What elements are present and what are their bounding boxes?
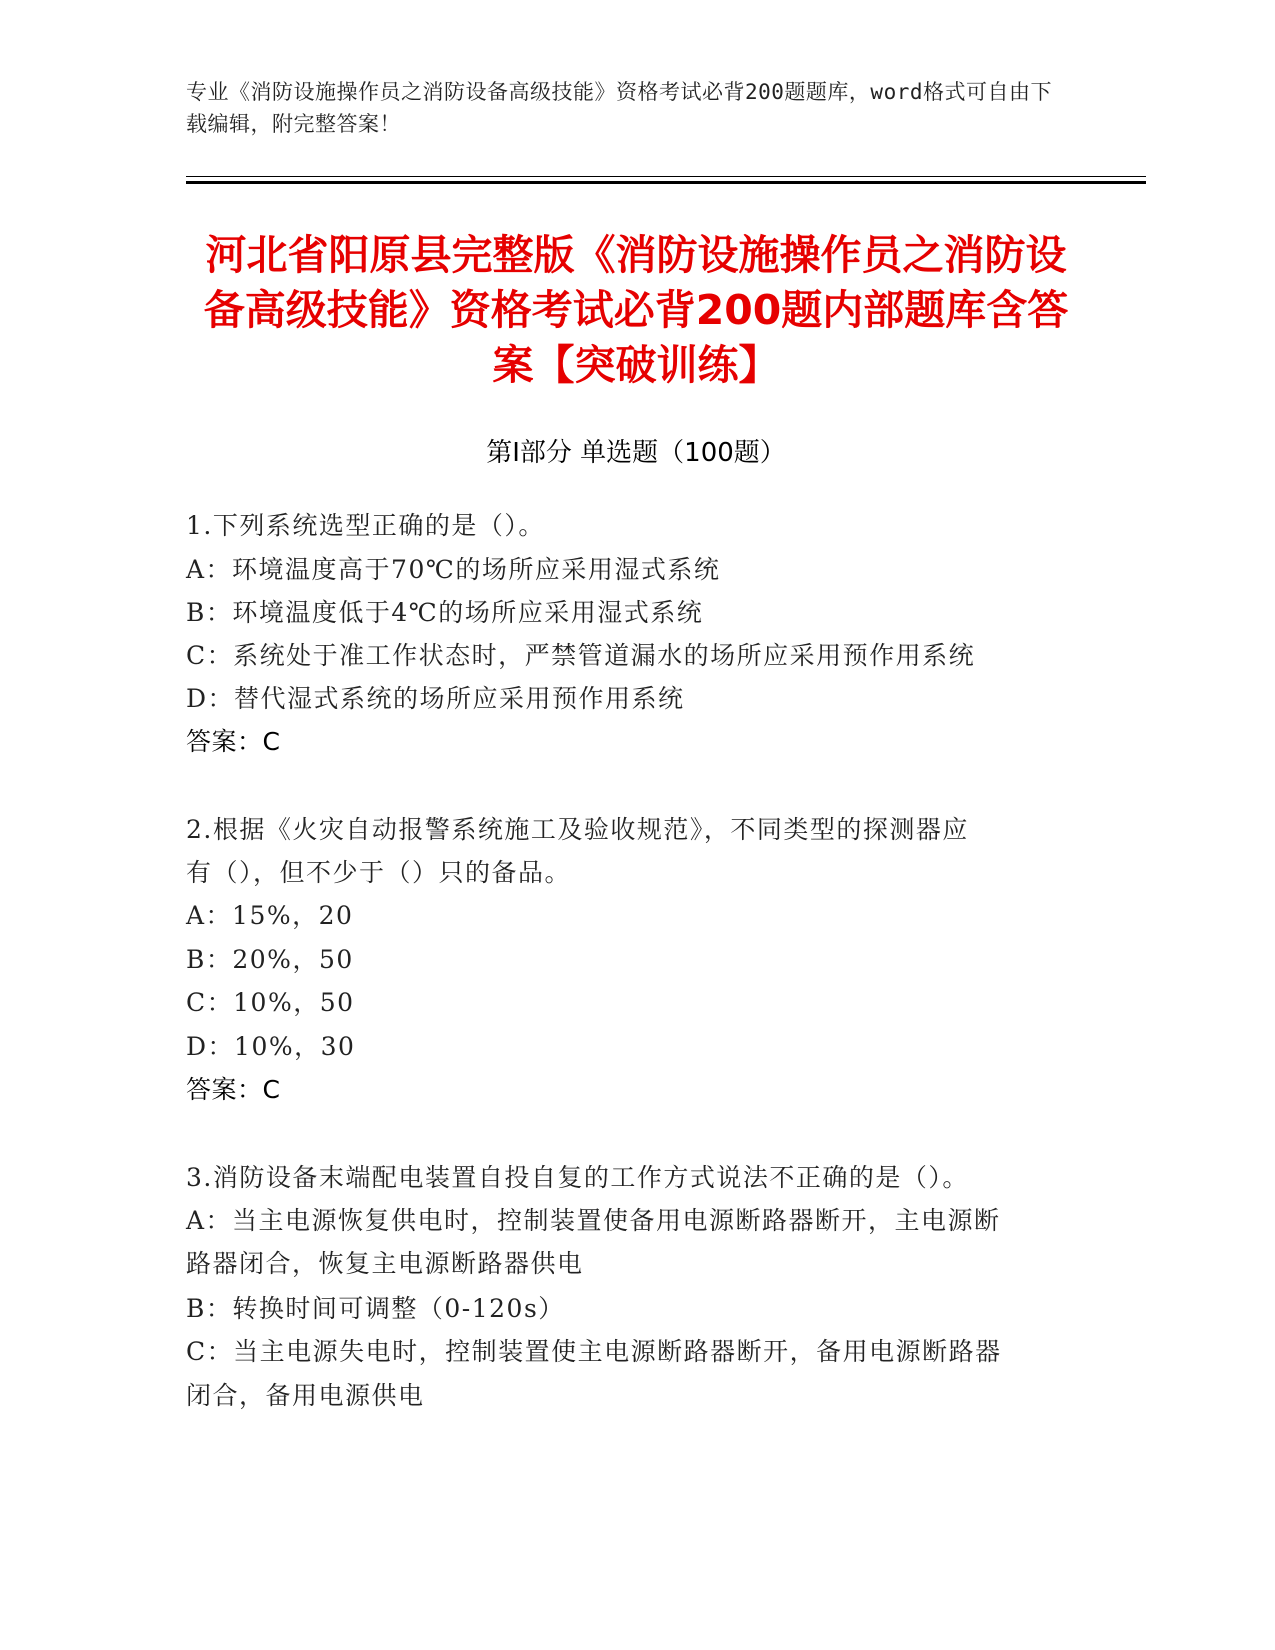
option-b: B：转换时间可调整（0-120s） — [186, 1294, 565, 1323]
header-note: 专业《消防设施操作员之消防设备高级技能》资格考试必背200题题库，word格式可自由下载编辑，附完整答案！ — [186, 80, 1052, 136]
option-a-line-2: 路器闭合，恢复主电源断路器供电 — [186, 1249, 584, 1278]
option-d: D：替代湿式系统的场所应采用预作用系统 — [186, 684, 685, 713]
header-divider-thick — [186, 181, 1146, 184]
option-c-line-2: 闭合，备用电源供电 — [186, 1381, 425, 1410]
question-stem: 3.消防设备末端配电装置自投自复的工作方式说法不正确的是（）。 — [186, 1163, 969, 1192]
document-title: 河北省阳原县完整版《消防设施操作员之消防设备高级技能》资格考试必背200题内部题库含答案【突破训练】 — [203, 231, 1069, 389]
answer: 答案：C — [186, 1075, 281, 1104]
option-a-line-1: A：当主电源恢复供电时，控制装置使备用电源断路器断开，主电源断 — [186, 1206, 1001, 1235]
section-heading: 第Ⅰ部分 单选题（100题） — [486, 438, 786, 468]
option-c: C：10%，50 — [186, 988, 355, 1017]
option-d: D：10%，30 — [186, 1032, 356, 1061]
question-stem: 1.下列系统选型正确的是（）。 — [186, 511, 545, 540]
option-a: A：15%，20 — [186, 901, 354, 930]
question-stem-line-1: 2.根据《火灾自动报警系统施工及验收规范》，不同类型的探测器应 — [186, 815, 969, 844]
option-c-line-1: C：当主电源失电时，控制装置使主电源断路器断开，备用电源断路器 — [186, 1337, 1002, 1366]
option-c: C：系统处于准工作状态时，严禁管道漏水的场所应采用预作用系统 — [186, 641, 976, 670]
header-divider-thin — [186, 176, 1146, 177]
answer: 答案：C — [186, 727, 281, 756]
option-b: B：20%，50 — [186, 945, 354, 974]
question-stem-line-2: 有（），但不少于（）只的备品。 — [186, 858, 572, 887]
option-a: A：环境温度高于70℃的场所应采用湿式系统 — [186, 555, 721, 584]
option-b: B：环境温度低于4℃的场所应采用湿式系统 — [186, 598, 704, 627]
